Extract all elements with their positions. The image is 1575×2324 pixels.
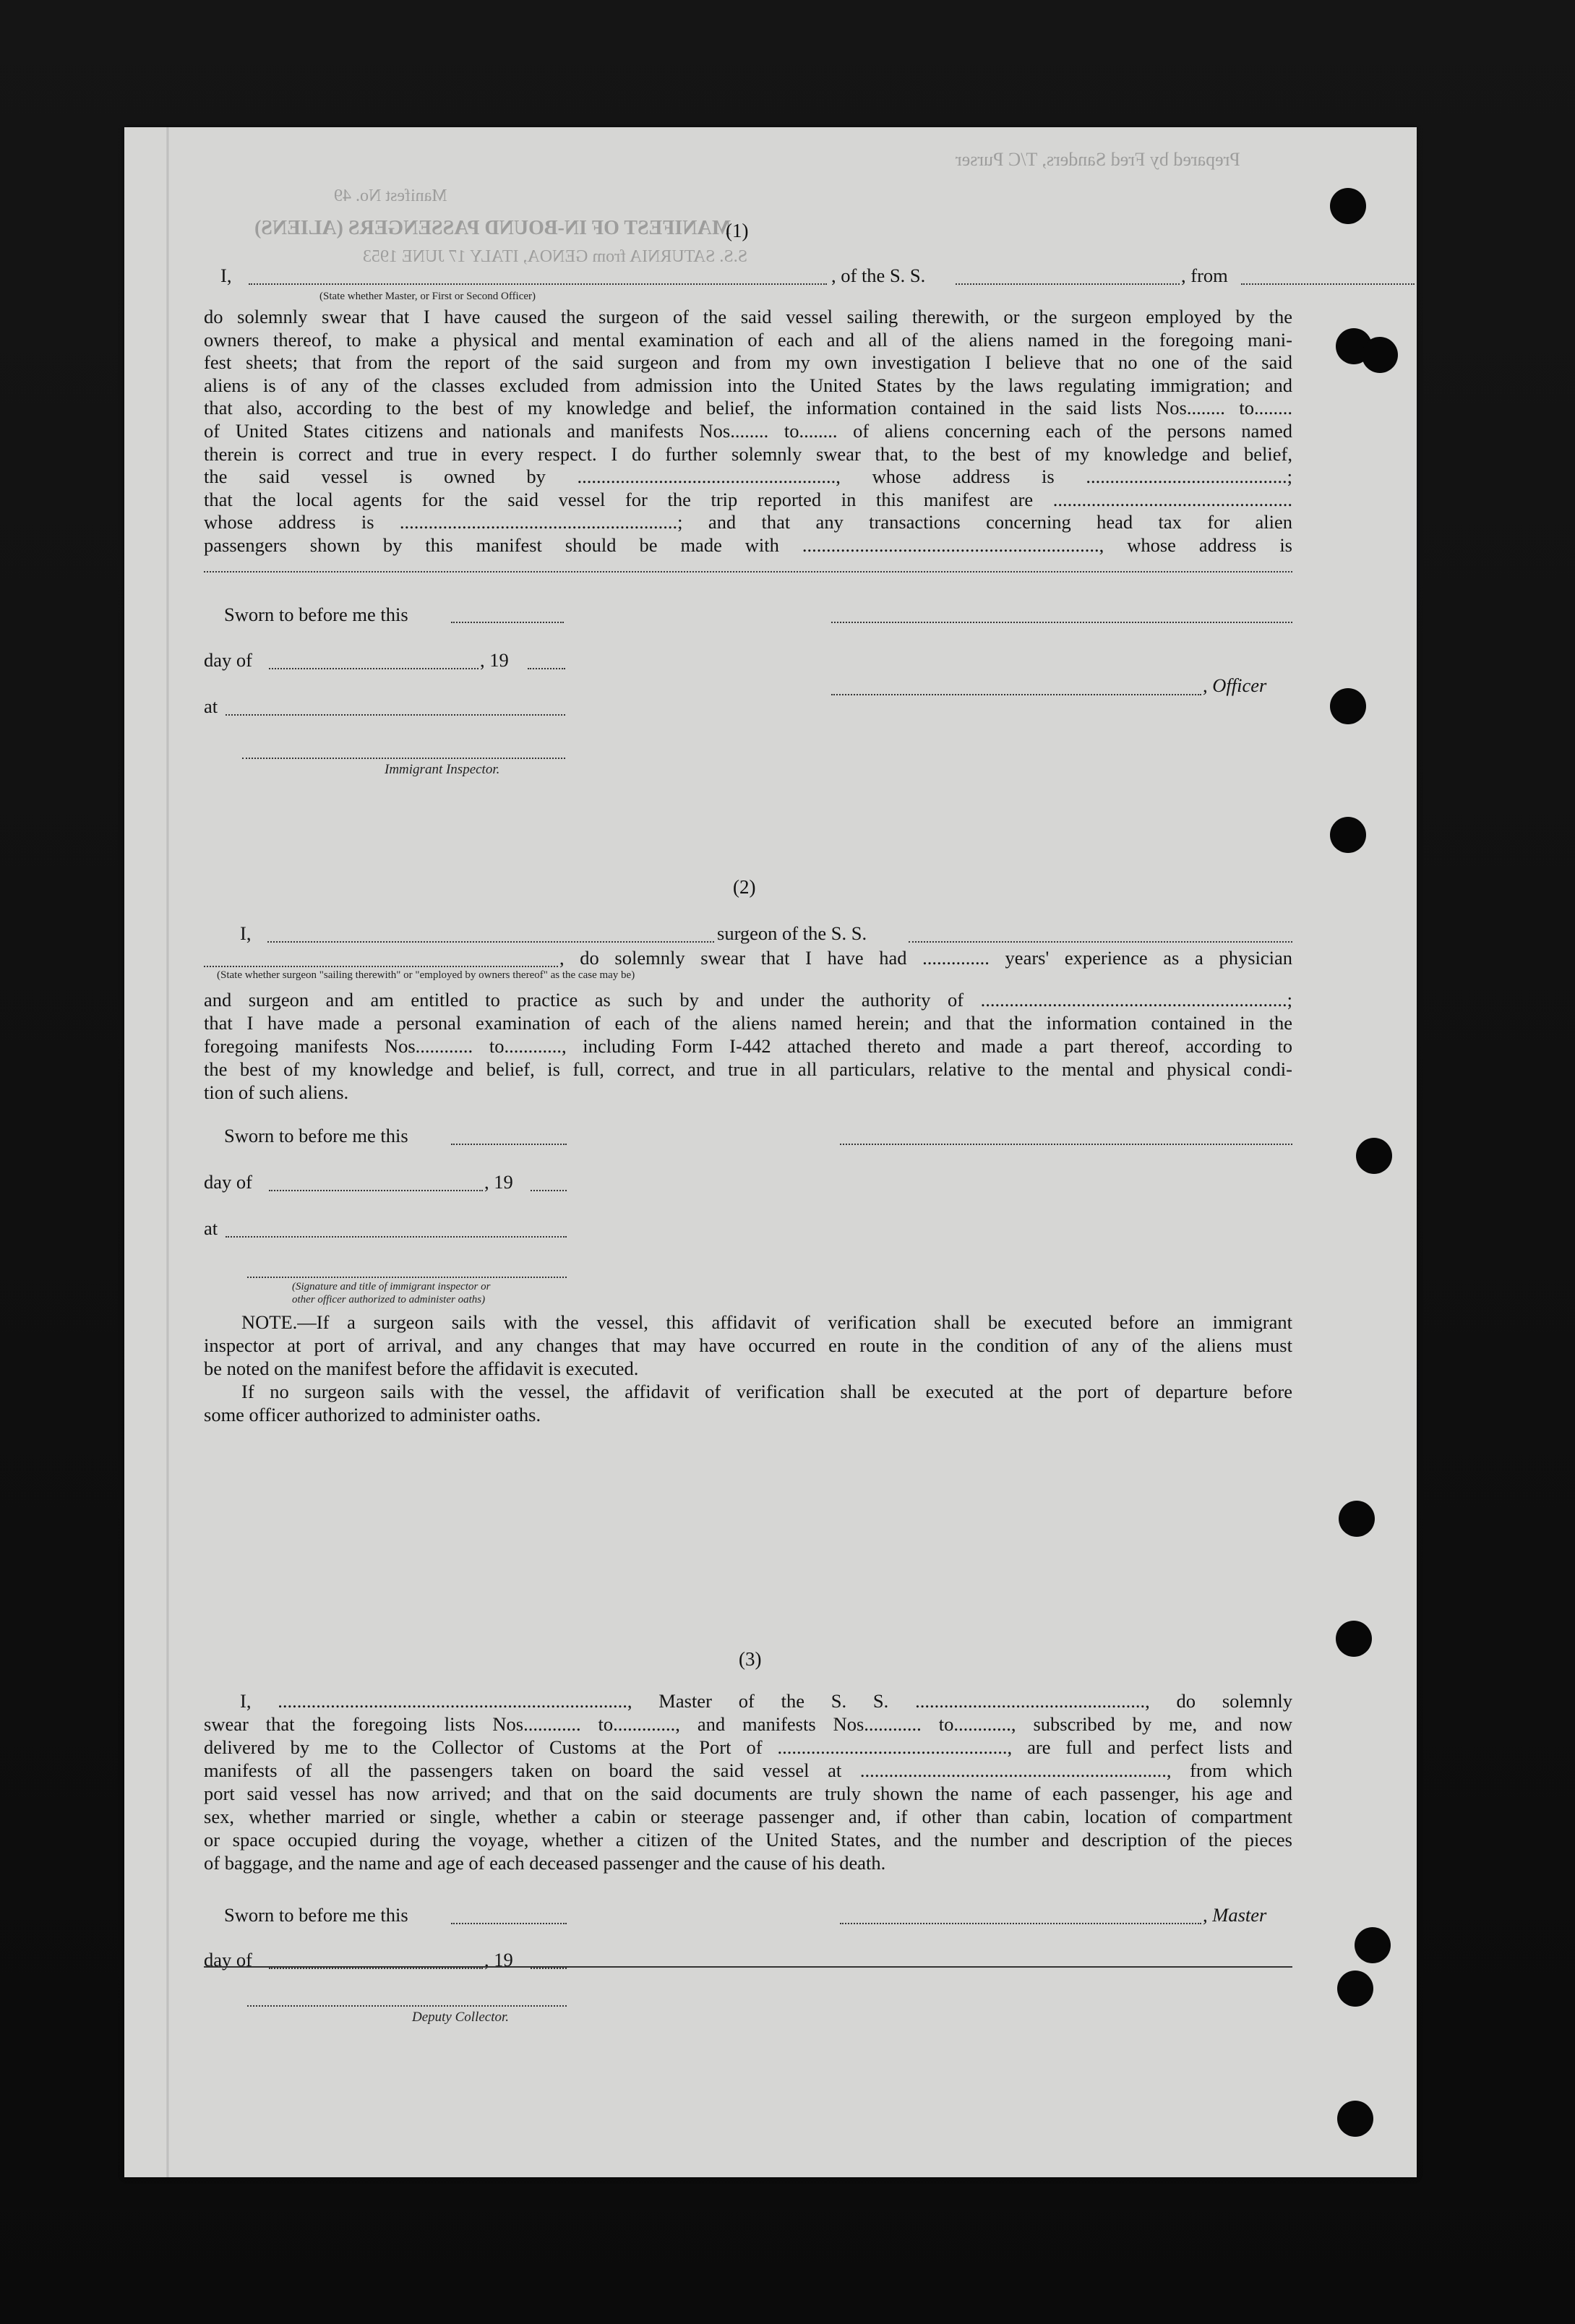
oath-3-line: delivered by me to the Collector of Customs at the Port of ................................................, are full and perfect lists and xyxy=(204,1736,1292,1758)
day-of-line[interactable] xyxy=(269,668,478,669)
section-1-heading: (1) xyxy=(726,220,749,241)
section-2-i: I, xyxy=(240,922,252,944)
note-line: be noted on the manifest before the affidavit is executed. xyxy=(204,1358,639,1379)
section-1-i: I, xyxy=(220,265,232,286)
oath-3-line: I, ........................................................................., Master of the S. S. ................................................, do solemnly xyxy=(240,1690,1292,1712)
section-2-heading: (2) xyxy=(733,876,756,898)
binder-hole xyxy=(1337,2101,1373,2137)
binder-hole xyxy=(1330,188,1366,224)
surgeon-experience-line: , do solemnly swear that I have had .............. years' experience as a physician xyxy=(559,947,1292,969)
oath-1-line: whose address is ..........................................................; and that any transactions concerning head tax for alien xyxy=(204,511,1292,533)
year-label-2: , 19 xyxy=(484,1171,513,1193)
port-line[interactable] xyxy=(1241,283,1415,285)
sworn-date-line-3[interactable] xyxy=(451,1923,567,1924)
bleed-through-text xyxy=(363,247,747,267)
bleed-through-text xyxy=(254,217,731,240)
note-text: —If a surgeon sails with the vessel, this affidavit of verification shall be executed before an immigrant xyxy=(297,1311,1292,1333)
collector-signature-line[interactable] xyxy=(247,2005,567,2007)
vessel-name-line[interactable] xyxy=(956,283,1180,285)
binder-hole xyxy=(1356,1138,1392,1174)
year-label: , 19 xyxy=(480,649,509,671)
year-line-3[interactable] xyxy=(531,1968,567,1969)
surgeon-status-line[interactable] xyxy=(204,966,558,967)
inspector-caption: Immigrant Inspector. xyxy=(385,762,500,777)
sworn-label-3: Sworn to before me this xyxy=(224,1904,408,1926)
surgeon-name-line[interactable] xyxy=(267,941,714,943)
surgeon-caption: (State whether surgeon "sailing therewith" or "employed by owners thereof" as the case may be) xyxy=(217,969,635,981)
sworn-date-line-2[interactable] xyxy=(451,1144,567,1145)
surgeon-vessel-line[interactable] xyxy=(909,941,1292,943)
oath-1-line: the said vessel is owned by ......................................................, whose address is ..........................................; xyxy=(204,466,1292,487)
binder-hole xyxy=(1355,1927,1391,1963)
oath-1-line: that the local agents for the said vessel for the trip reported in this manifest are .................................................. xyxy=(204,489,1292,510)
oath-1-line: aliens is of any of the classes excluded from admission into the United States by the laws regulating immigration; and xyxy=(204,374,1292,396)
binder-hole xyxy=(1336,1621,1372,1657)
binder-hole xyxy=(1339,1501,1375,1537)
surgeon-signature-line[interactable] xyxy=(840,1144,1292,1145)
oath-3-line: manifests of all the passengers taken on board the said vessel at ................................................................, from which xyxy=(204,1759,1292,1781)
day-of-label-3: day of xyxy=(204,1949,252,1971)
oath-2-line: foregoing manifests Nos............ to............, including Form I-442 attached thereto and made a part thereof, according to xyxy=(204,1035,1292,1057)
of-the-ss-label: , of the S. S. xyxy=(831,265,926,286)
sworn-label: Sworn to before me this xyxy=(224,604,408,625)
oath-2-line: tion of such aliens. xyxy=(204,1081,349,1103)
oath-2-line: that I have made a personal examination of each of the aliens named herein; and that the information contained in the xyxy=(204,1012,1292,1034)
at-line[interactable] xyxy=(226,714,565,716)
bleed-through-title: MANIFEST OF IN-BOUND PASSENGERS (ALIENS) xyxy=(254,217,731,239)
at-label: at xyxy=(204,695,218,717)
oath-3-line: sex, whether married or single, whether a cabin or steerage passenger and, if other than cabin, location of compartment xyxy=(204,1806,1292,1827)
day-of-label: day of xyxy=(204,649,252,671)
bottom-rule xyxy=(204,1966,1292,1968)
inspector-signature-line[interactable] xyxy=(242,758,565,759)
binder-hole xyxy=(1337,1971,1373,2007)
bleed-through-vessel: S.S. SATURNIA from GENOA, ITALY 17 JUNE 1953 xyxy=(363,247,748,266)
bleed-through-text xyxy=(956,149,1240,171)
binder-hole xyxy=(1362,337,1398,373)
oath-3-line: swear that the foregoing lists Nos............ to............., and manifests Nos............ to............, subscribed by me, and now xyxy=(204,1713,1292,1735)
from-label: , from xyxy=(1181,265,1228,286)
year-line[interactable] xyxy=(528,668,565,669)
note-line-1 xyxy=(241,1311,1292,1334)
officer-caption: (State whether Master, or First or Second Officer) xyxy=(319,291,536,302)
oath-1-line: of United States citizens and nationals and manifests Nos........ to........ of aliens concerning each of the persons named xyxy=(204,420,1292,442)
binder-hole xyxy=(1330,688,1366,724)
inspector-signature-line-2[interactable] xyxy=(247,1277,567,1278)
day-of-label-2: day of xyxy=(204,1171,252,1193)
bleed-through-manifest-no: Manifest No. 49 xyxy=(334,186,447,205)
oath-1-line: that also, according to the best of my knowledge and belief, the information contained in the said lists Nos........ to........ xyxy=(204,397,1292,419)
page-fold xyxy=(166,127,169,2177)
oath-1-line: owners thereof, to make a physical and mental examination of each and all of the aliens named in the foregoing mani- xyxy=(204,329,1292,351)
oath-3-line: or space occupied during the voyage, whether a citizen of the United States, and the number and description of the pieces xyxy=(204,1829,1292,1851)
master-signature-line[interactable] xyxy=(840,1923,1201,1924)
officer-signature-line[interactable] xyxy=(831,622,1292,623)
manifest-page xyxy=(124,127,1417,2177)
note-line: inspector at port of arrival, and any changes that may have occurred en route in the condition of any of the aliens must xyxy=(204,1334,1292,1356)
officer-label: , Officer xyxy=(1203,674,1267,696)
day-of-line-2[interactable] xyxy=(269,1190,483,1191)
oath-2-line: and surgeon and am entitled to practice as such by and under the authority of ................................................................; xyxy=(204,989,1292,1011)
day-of-line-3[interactable] xyxy=(269,1968,483,1969)
sworn-label-2: Sworn to before me this xyxy=(224,1125,408,1146)
note-label: NOTE. xyxy=(241,1311,298,1333)
sworn-date-line[interactable] xyxy=(451,622,564,623)
note-line: If no surgeon sails with the vessel, the affidavit of verification shall be executed at the port of departure before xyxy=(241,1381,1292,1402)
section-3-heading: (3) xyxy=(739,1648,762,1670)
oath-1-line: do solemnly swear that I have caused the surgeon of the said vessel sailing therewith, or the surgeon employed by the xyxy=(204,306,1292,327)
oath-2-line: the best of my knowledge and belief, is full, correct, and true in all particulars, relative to the mental and physical condi- xyxy=(204,1058,1292,1080)
oath-1-line: passengers shown by this manifest should be made with .............................................................., whose address is xyxy=(204,534,1292,556)
officer-title-line[interactable] xyxy=(831,694,1201,695)
year-label-3: , 19 xyxy=(484,1949,513,1971)
officer-name-line[interactable] xyxy=(249,283,827,285)
year-line-2[interactable] xyxy=(531,1190,567,1191)
deputy-collector-caption: Deputy Collector. xyxy=(412,2010,510,2025)
oath-3-line: port said vessel has now arrived; and that on the said documents are truly shown the name of each passenger, his age and xyxy=(204,1783,1292,1804)
address-continuation-line[interactable] xyxy=(204,571,1292,573)
at-line-2[interactable] xyxy=(226,1236,567,1238)
bleed-through-text xyxy=(334,186,447,206)
at-label-2: at xyxy=(204,1217,218,1239)
oath-1-line: therein is correct and true in every respect. I do further solemnly swear that, to the best of my knowledge and belief, xyxy=(204,443,1292,465)
master-label: , Master xyxy=(1203,1904,1267,1926)
signature-caption-2: other officer authorized to administer oaths) xyxy=(292,1294,486,1305)
surgeon-of-ss-label: surgeon of the S. S. xyxy=(717,922,867,944)
oath-3-line: of baggage, and the name and age of each deceased passenger and the cause of his death. xyxy=(204,1852,886,1874)
signature-caption-1: (Signature and title of immigrant inspector or xyxy=(292,1281,491,1292)
bleed-through-prepared: Prepared by Fred Sanders, T/C Purser xyxy=(956,149,1240,170)
binder-hole xyxy=(1330,817,1366,853)
oath-1-line: fest sheets; that from the report of the said surgeon and from my own investigation I believe that no one of the said xyxy=(204,351,1292,373)
note-line: some officer authorized to administer oaths. xyxy=(204,1404,541,1425)
